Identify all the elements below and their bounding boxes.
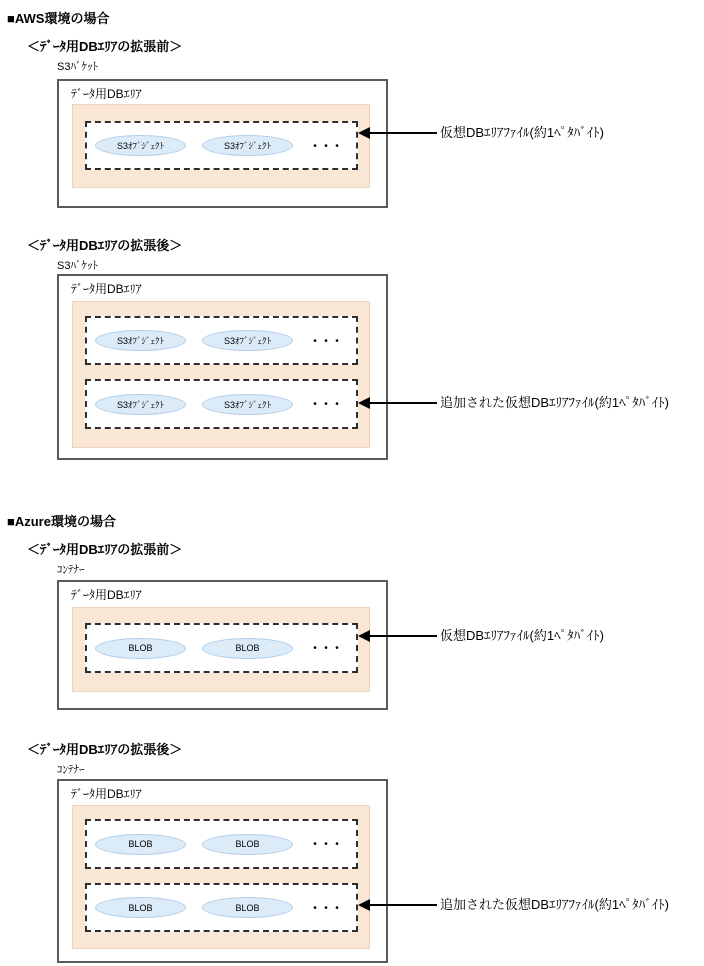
ellipsis-dots: ・・・ — [309, 333, 343, 348]
annotation-label: 仮想DBｴﾘｱﾌｧｲﾙ(約1ﾍﾟﾀﾊﾞｲﾄ) — [440, 125, 604, 140]
annotation-label: 追加された仮想DBｴﾘｱﾌｧｲﾙ(約1ﾍﾟﾀﾊﾞｲﾄ) — [440, 395, 669, 410]
annotation-label: 追加された仮想DBｴﾘｱﾌｧｲﾙ(約1ﾍﾟﾀﾊﾞｲﾄ) — [440, 897, 669, 912]
db-area-region — [72, 607, 370, 692]
storage-container-box — [57, 779, 388, 963]
db-area-label: ﾃﾞｰﾀ用DBｴﾘｱ — [71, 87, 142, 101]
s3-bucket-label: S3ﾊﾞｹｯﾄ — [57, 61, 98, 73]
virtual-db-file-box — [85, 121, 358, 170]
s3-bucket-box — [57, 274, 388, 460]
annotation-arrow — [370, 904, 437, 906]
annotation-arrow — [370, 635, 437, 637]
arrowhead-icon — [358, 127, 370, 139]
db-area-region — [72, 104, 370, 188]
storage-container-box — [57, 580, 388, 710]
s3-bucket-label: S3ﾊﾞｹｯﾄ — [57, 260, 98, 272]
virtual-db-file-box — [85, 316, 358, 365]
blob-ellipse: BLOB — [202, 638, 293, 659]
section-heading-aws: ■AWS環境の場合 — [7, 11, 110, 26]
container-label: ｺﾝﾃﾅｰ — [57, 764, 85, 776]
s3-object-ellipse: S3ｵﾌﾞｼﾞｪｸﾄ — [95, 394, 186, 415]
blob-ellipse: BLOB — [202, 834, 293, 855]
arrowhead-icon — [358, 397, 370, 409]
section-heading-azure: ■Azure環境の場合 — [7, 514, 116, 529]
added-virtual-db-file-box — [85, 379, 358, 429]
ellipsis-dots: ・・・ — [309, 837, 343, 851]
annotation-label: 仮想DBｴﾘｱﾌｧｲﾙ(約1ﾍﾟﾀﾊﾞｲﾄ) — [440, 628, 604, 643]
ellipsis-dots: ・・・ — [309, 900, 343, 915]
ellipsis-dots: ・・・ — [309, 138, 343, 153]
s3-object-ellipse: S3ｵﾌﾞｼﾞｪｸﾄ — [95, 330, 186, 351]
subheading-aws-before: ＜ﾃﾞｰﾀ用DBｴﾘｱの拡張前＞ — [27, 39, 183, 54]
annotation-arrow — [370, 132, 437, 134]
arrowhead-icon — [358, 899, 370, 911]
ellipsis-dots: ・・・ — [309, 641, 343, 655]
annotation-arrow — [370, 402, 437, 404]
subheading-azure-after: ＜ﾃﾞｰﾀ用DBｴﾘｱの拡張後＞ — [27, 742, 183, 757]
container-label: ｺﾝﾃﾅｰ — [57, 564, 85, 576]
db-area-label: ﾃﾞｰﾀ用DBｴﾘｱ — [71, 282, 142, 296]
db-area-region — [72, 301, 370, 448]
s3-bucket-box — [57, 79, 388, 208]
blob-ellipse: BLOB — [202, 897, 293, 918]
virtual-db-file-box — [85, 623, 358, 673]
db-area-region — [72, 805, 370, 949]
ellipsis-dots: ・・・ — [309, 397, 343, 411]
blob-ellipse: BLOB — [95, 897, 186, 918]
virtual-db-file-box — [85, 819, 358, 869]
arrowhead-icon — [358, 630, 370, 642]
blob-ellipse: BLOB — [95, 834, 186, 855]
subheading-aws-after: ＜ﾃﾞｰﾀ用DBｴﾘｱの拡張後＞ — [27, 238, 183, 253]
s3-object-ellipse: S3ｵﾌﾞｼﾞｪｸﾄ — [202, 135, 293, 156]
db-area-label: ﾃﾞｰﾀ用DBｴﾘｱ — [71, 588, 142, 602]
s3-object-ellipse: S3ｵﾌﾞｼﾞｪｸﾄ — [202, 394, 293, 415]
blob-ellipse: BLOB — [95, 638, 186, 659]
s3-object-ellipse: S3ｵﾌﾞｼﾞｪｸﾄ — [202, 330, 293, 351]
added-virtual-db-file-box — [85, 883, 358, 932]
subheading-azure-before: ＜ﾃﾞｰﾀ用DBｴﾘｱの拡張前＞ — [27, 542, 183, 557]
db-area-label: ﾃﾞｰﾀ用DBｴﾘｱ — [71, 787, 142, 801]
s3-object-ellipse: S3ｵﾌﾞｼﾞｪｸﾄ — [95, 135, 186, 156]
